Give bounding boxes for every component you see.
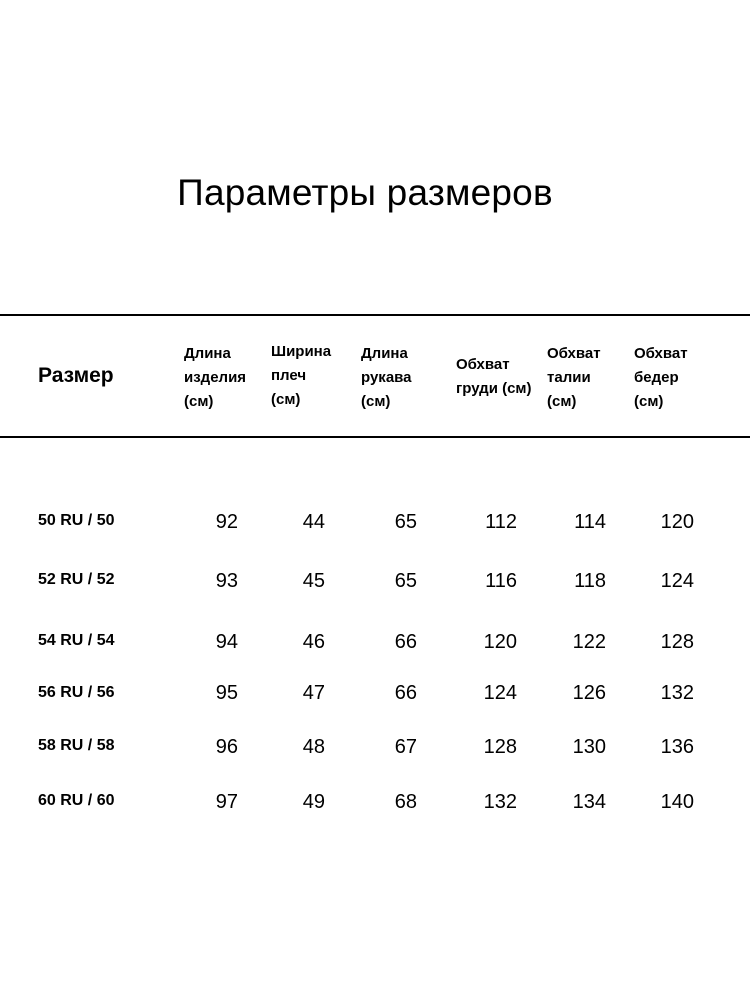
cell-hips: 136	[660, 736, 694, 758]
row-size-label: 60 RU / 60	[38, 792, 115, 809]
size-column-header: Размер	[38, 364, 114, 387]
cell-sleeve-length: 66	[394, 631, 417, 653]
cell-shoulder-width: 45	[302, 570, 325, 592]
cell-waist: 134	[572, 791, 606, 813]
column-header-hips: Обхват бедер (см)	[634, 345, 688, 410]
cell-length: 93	[215, 570, 238, 592]
cell-sleeve-length: 65	[394, 570, 417, 592]
cell-waist: 130	[572, 736, 606, 758]
cell-hips: 124	[660, 570, 694, 592]
cell-shoulder-width: 48	[302, 736, 325, 758]
cell-sleeve-length: 66	[394, 682, 417, 704]
page-title: Параметры размеров	[177, 172, 553, 213]
cell-waist: 122	[572, 631, 606, 653]
cell-length: 96	[215, 736, 238, 758]
cell-shoulder-width: 44	[302, 511, 325, 533]
cell-length: 92	[215, 511, 238, 533]
cell-waist: 126	[572, 682, 606, 704]
row-size-label: 56 RU / 56	[38, 684, 115, 701]
cell-shoulder-width: 46	[302, 631, 325, 653]
cell-length: 95	[215, 682, 238, 704]
cell-sleeve-length: 67	[394, 736, 417, 758]
column-header-waist: Обхват талии (см)	[547, 345, 601, 410]
row-size-label: 50 RU / 50	[38, 512, 115, 529]
cell-sleeve-length: 68	[394, 791, 417, 813]
cell-waist: 114	[574, 511, 606, 533]
row-size-label: 54 RU / 54	[38, 632, 115, 649]
cell-hips: 140	[660, 791, 694, 813]
cell-shoulder-width: 49	[302, 791, 325, 813]
column-header-sleeve-length: Длина рукава (см)	[361, 345, 412, 410]
cell-sleeve-length: 65	[394, 511, 417, 533]
cell-chest: 120	[483, 631, 517, 653]
column-header-chest: Обхват груди (см)	[456, 356, 532, 397]
cell-hips: 132	[660, 682, 694, 704]
cell-chest: 112	[485, 511, 517, 533]
cell-length: 94	[215, 631, 238, 653]
column-header-length: Длина изделия (см)	[184, 345, 247, 410]
cell-hips: 128	[660, 631, 694, 653]
cell-length: 97	[215, 791, 238, 813]
column-header-shoulder-width: Ширина плеч (см)	[271, 343, 332, 408]
row-size-label: 52 RU / 52	[38, 571, 115, 588]
cell-chest: 116	[485, 570, 517, 592]
cell-chest: 124	[483, 682, 517, 704]
table-header-divider	[0, 436, 750, 438]
row-size-label: 58 RU / 58	[38, 737, 115, 754]
cell-hips: 120	[660, 511, 694, 533]
cell-waist: 118	[574, 570, 606, 592]
table-top-divider	[0, 314, 750, 316]
cell-chest: 128	[483, 736, 517, 758]
cell-chest: 132	[483, 791, 517, 813]
cell-shoulder-width: 47	[302, 682, 325, 704]
